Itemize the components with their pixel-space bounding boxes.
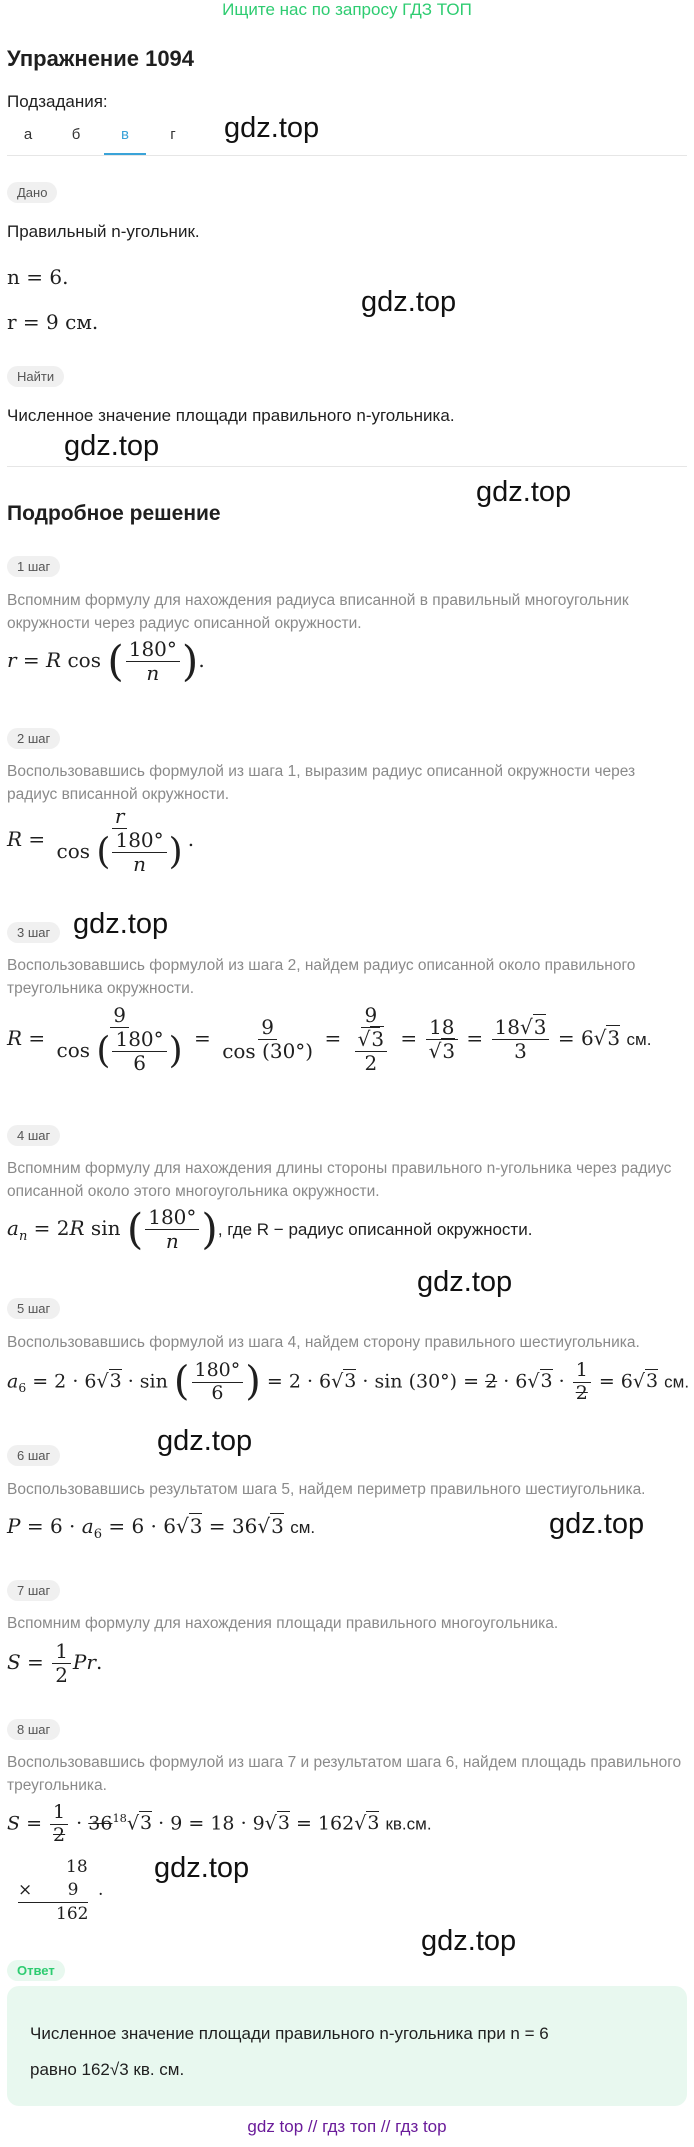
step1-formula: r = R cos ( $\frac{180^\circ}{n}$ ). (7, 636, 205, 686)
step5-formula: $a_6 = 2 \cdot 6√3 \cdot \sin$ ( $\frac{180^\circ}{6}$ ) = 2 · 6√3 · sin (30°) = 2 · 6√3 · $\frac{1}{2}$ = 6√3 см. (7, 1358, 690, 1405)
watermark: gdz.top (73, 908, 169, 940)
tab-a[interactable]: а (23, 126, 33, 143)
period: . (98, 1880, 104, 1900)
answer-badge: Ответ (7, 1960, 65, 1981)
step7-formula: S = $\frac{1}{2}$ Pr. (7, 1639, 103, 1687)
find-badge: Найти (7, 366, 64, 387)
step-text: Вспомним формулу для нахождения длины стороны правильного n-угольника через радиус описанной около этого многоугольника окружности. (7, 1160, 672, 1200)
step-text: Вспомним формулу для нахождения площади правильного многоугольника. (7, 1615, 559, 1632)
step-text: Воспользовавшись результатом шага 5, найдем периметр правильного шестиугольника. (7, 1481, 646, 1498)
watermark: gdz.top (476, 476, 572, 508)
solution-title: Подробное решение (7, 502, 221, 525)
step-text: Вспомним формулу для нахождения радиуса вписанной в правильный многоугольник окружности через радиус описанной окружности. (7, 592, 629, 632)
step-badge: 2 шаг (7, 728, 60, 749)
watermark: gdz.top (421, 1925, 517, 1957)
given-n: n = 6. (7, 265, 69, 289)
subtasks-label: Подзадания: (7, 92, 108, 111)
step-text: Воспользовавшись формулой из шага 1, выразим радиус описанной окружности через радиус вписанной окружности. (7, 763, 636, 803)
footer-links[interactable]: gdz top // гдз топ // гдз top (247, 2117, 447, 2136)
step-badge: 6 шаг (7, 1445, 60, 1466)
step-badge: 1 шаг (7, 556, 60, 577)
page-title: Упражнение 1094 (7, 46, 195, 71)
step-text: Воспользовавшись формулой из шага 7 и результатом шага 6, найдем площадь правильного треугольника. (7, 1754, 682, 1794)
step-badge: 4 шаг (7, 1125, 60, 1146)
step-badge: 8 шаг (7, 1719, 60, 1740)
divider (7, 466, 687, 467)
tab-g[interactable]: г (170, 126, 176, 143)
column-multiplication: 18 × 9 162 (18, 1857, 89, 1924)
given-r: r = 9 см. (7, 310, 99, 334)
step-text: Воспользовавшись формулой из шага 4, найдем сторону правильного шестиугольника. (7, 1334, 640, 1351)
step4-formula: $a_n = 2R$ sin ( $\frac{180^\circ}{n}$ ), где R − радиус описанной окружности. (7, 1204, 533, 1254)
watermark: gdz.top (154, 1852, 250, 1884)
step-text: Воспользовавшись формулой из шага 2, найдем радиус описанной около правильного треугольника окружности. (7, 957, 636, 997)
search-banner: Ищите нас по запросу ГДЗ ТОП (222, 0, 472, 19)
watermark: gdz.top (417, 1266, 513, 1298)
answer-line1: Численное значение площади правильного n-угольника при n = 6 (30, 2024, 549, 2043)
tab-b[interactable]: б (71, 126, 81, 143)
given-text: Правильный n-угольник. (7, 222, 200, 241)
step3-formula: R = 9 cos ( $\frac{180^\circ}{6}$ ) = $\frac{9}{\cos (30^\circ)}$ = $\frac{9}{\frac{√3}{2}}$ = $\frac{18}{√3}$ = $\frac{18√3}{3}$ = 6√3 см. (7, 1003, 652, 1075)
answer-box (7, 1986, 687, 2106)
answer-line2: равно 162√3 кв. см. (30, 2060, 185, 2079)
find-text: Численное значение площади правильного n-угольника. (7, 406, 455, 425)
tab-v[interactable]: в (121, 126, 129, 143)
watermark: gdz.top (64, 430, 160, 462)
watermark: gdz.top (224, 112, 320, 144)
step2-formula: R = r cos ( $\frac{180^\circ}{n}$ ) . (7, 804, 195, 876)
watermark: gdz.top (157, 1425, 253, 1457)
given-badge: Дано (7, 182, 57, 203)
step6-formula: $P = 6 \cdot a_6 = 6 \cdot 6√3 = 36√3$ см. (7, 1514, 316, 1542)
step-badge: 7 шаг (7, 1580, 60, 1601)
step-badge: 3 шаг (7, 922, 60, 943)
step8-formula: S = $\frac{1}{2}$ · $36^{18}√3 \cdot 9 = 18 \cdot 9√3 = 162√3$ кв.см. (7, 1801, 432, 1846)
watermark: gdz.top (361, 286, 457, 318)
step-badge: 5 шаг (7, 1298, 60, 1319)
watermark: gdz.top (549, 1508, 645, 1540)
divider (7, 155, 687, 156)
